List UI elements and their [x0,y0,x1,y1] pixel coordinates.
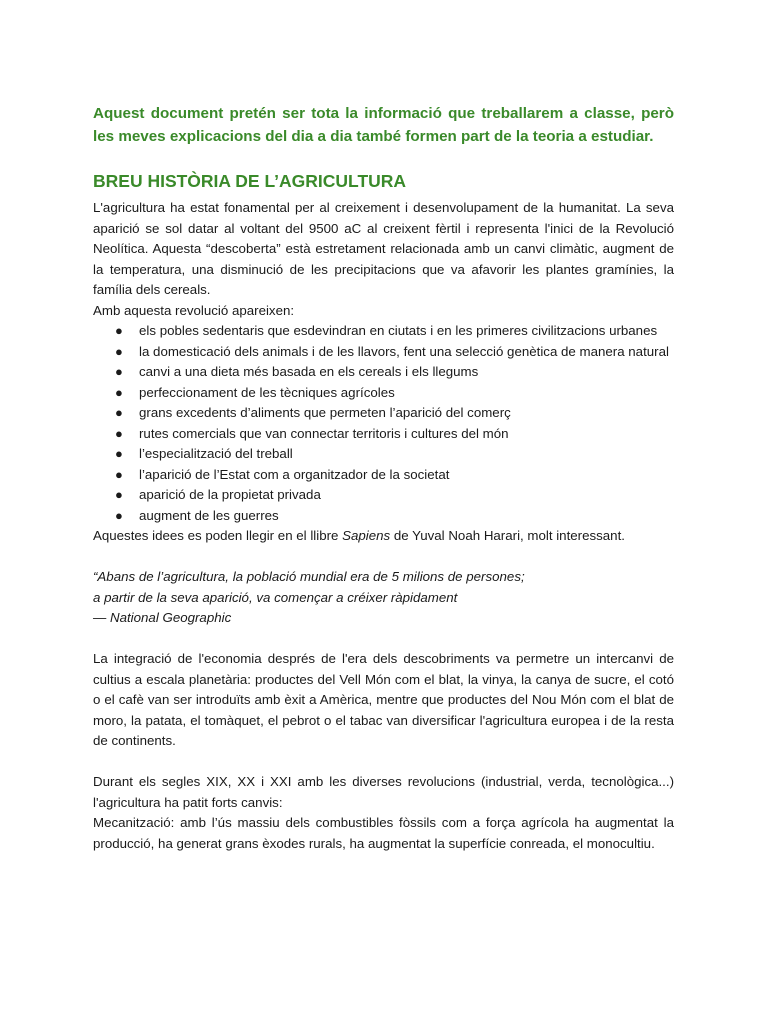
intro-note: Aquest document pretén ser tota la informació que treballarem a classe, però les meves explicacions del dia a dia també formen part de la teoria a estudiar. [93,105,674,145]
list-item: ● els pobles sedentaris que esdevindran en ciutats i en les primeres civilitzacions urbanes [93,321,674,342]
bullet-icon: ● [115,364,123,379]
document-page [93,102,674,854]
list-item: ● l’aparició de l’Estat com a organitzador de la societat [93,465,674,486]
quote-line-1: “Abans de l’agricultura, la població mundial era de 5 milions de persones; [93,569,525,584]
bullet-icon: ● [115,425,123,441]
bullet-icon: ● [115,384,123,400]
list-item: ● l’especialització del treball [93,444,674,465]
paragraph-exchange: La integració de l'economia després de l'era dels descobriments va permetre un intercanvi de cultius a escala planetària: productes del Vell Món com el blat, la vinya, la canya de sucre, el cotó o el cafè van ser introduïts amb èxit a Amèrica, mentre que productes del Nou Món com el blat de moro, la patata, el tomàquet, el pebrot o el tabac van diversificar l'agricultura europea i de la resta de continents. [93,651,674,748]
book-reference: Aquestes idees es poden llegir en el llibre Sapiens de Yuval Noah Harari, molt interessant. [93,528,625,543]
consequences-list [93,321,674,526]
book-title: Sapiens [342,528,391,543]
list-item: ● la domesticació dels animals i de les llavors, fent una selecció genètica de manera natural [93,342,674,363]
list-item: ● perfeccionament de les tècniques agrícoles [93,383,674,404]
bullet-icon: ● [115,507,123,523]
list-item: ● aparició de la propietat privada [93,485,674,506]
list-intro: Amb aquesta revolució apareixen: [93,302,295,318]
paragraph-origins: L'agricultura ha estat fonamental per al creixement i desenvolupament de la humanitat. La seva aparició se sol datar al voltant del 9500 aC al creixent fèrtil i representa l'inici de la Revolució Neolítica. Aquesta “descoberta” està estretament relacionada amb un canvi climàtic, augment de la temperatura, una disminució de les precipitacions que va afavorir les plantes gramínies, la família dels cereals. [93,200,674,297]
bullet-icon: ● [115,343,123,359]
bullet-icon: ● [115,323,123,338]
quote-source: — National Geographic [93,610,232,625]
list-item: ● canvi a una dieta més basada en els cereals i els llegums [93,362,674,383]
paragraph-mechanization: Mecanització: amb l’ús massiu dels combustibles fòssils com a força agrícola ha augmentat la producció, ha generat grans èxodes rurals, ha augmentat la superfície conreada, el monocultiu. [93,815,674,851]
list-item: ● augment de les guerres [93,506,674,527]
list-item: ● rutes comercials que van connectar territoris i cultures del món [93,424,674,445]
bullet-icon: ● [115,466,123,482]
quote-line-2: a partir de la seva aparició, va començar a créixer ràpidament [93,589,458,605]
list-item: ● grans excedents d’aliments que permeten l’aparició del comerç [93,403,674,424]
section-heading: BREU HISTÒRIA DE L’AGRICULTURA [93,171,407,191]
bullet-icon: ● [115,487,123,502]
paragraph-revolutions: Durant els segles XIX, XX i XXI amb les diverses revolucions (industrial, verda, tecnològica...) l'agricultura ha patit forts canvis: [93,774,674,810]
bullet-icon: ● [115,405,123,420]
bullet-icon: ● [115,446,123,461]
